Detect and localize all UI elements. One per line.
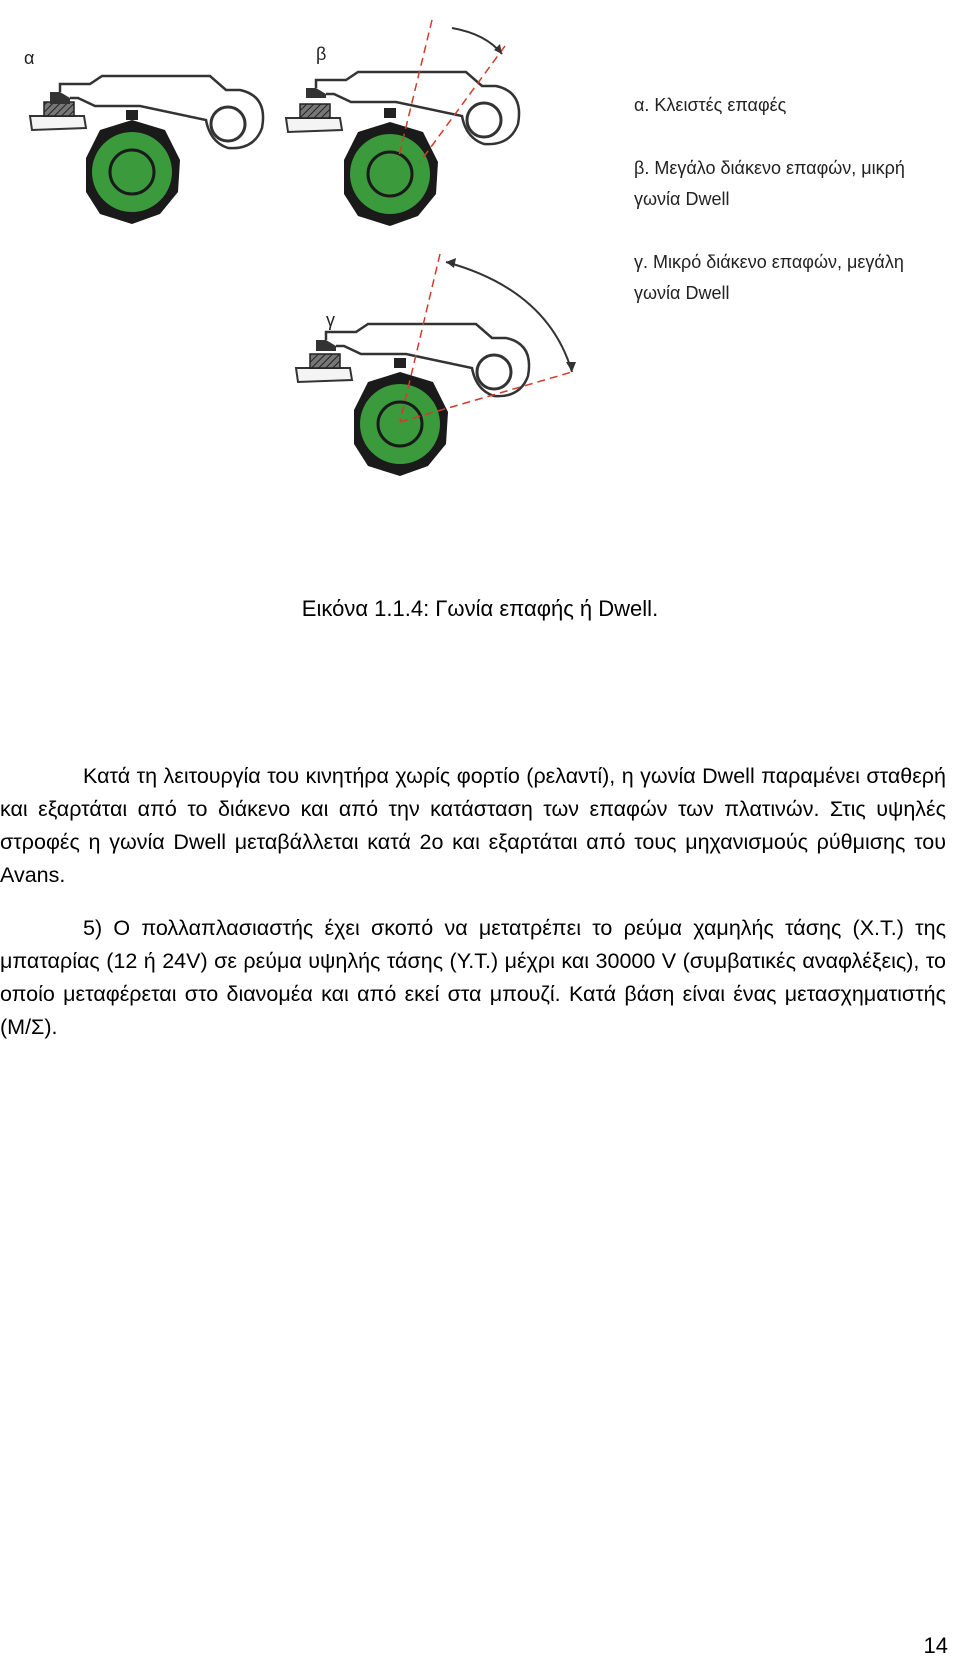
- fixed-contact: [310, 354, 340, 368]
- label-alpha: α: [24, 48, 35, 68]
- label-beta: β: [316, 44, 327, 64]
- legend-line: α. Κλειστές επαφές: [634, 95, 787, 115]
- arrow-head: [446, 258, 456, 268]
- paragraph: Κατά τη λειτουργία του κινητήρα χωρίς φορτίο (ρελαντί), η γωνία Dwell παραμένει σταθερή και εξαρτάται από το διάκενο και από την κατάσταση των επαφών των πλατινών. Στις υψηλές στροφές η γωνία Dwell μεταβάλλεται κατά 2ο και εξαρτάται από τους μηχανισμούς ρύθμισης του Avans.: [0, 764, 946, 887]
- contact-base: [286, 118, 342, 132]
- pivot-ring: [477, 355, 511, 389]
- body-text: [0, 760, 946, 1064]
- diagram-small-gap: [296, 254, 576, 476]
- contact-base: [30, 116, 86, 130]
- legend-line: β. Μεγάλο διάκενο επαφών, μικρή: [634, 158, 905, 178]
- legend-line: γ. Μικρό διάκενο επαφών, μεγάλη: [634, 252, 904, 272]
- legend-line: γωνία Dwell: [634, 283, 730, 303]
- diagram-closed-contacts: [30, 76, 263, 224]
- rubbing-block: [126, 110, 138, 120]
- pivot-ring: [467, 103, 501, 137]
- label-gamma: γ: [326, 310, 335, 330]
- pivot-ring: [211, 107, 245, 141]
- paragraph: 5) Ο πολλαπλασιαστής έχει σκοπό να μετατρέπει το ρεύμα χαμηλής τάσης (Χ.Τ.) της μπαταρίας (12 ή 24V) σε ρεύμα υψηλής τάσης (Υ.Τ.) μέχρι και 30000 V (συμβατικές αναφλέξεις), το οποίο μεταφέρεται στο διανομέα και από εκεί στα μπουζί. Κατά βάση είναι ένας μετασχηματιστής (Μ/Σ).: [0, 916, 946, 1039]
- rubbing-block: [384, 108, 396, 118]
- cam: [92, 132, 172, 212]
- contact-base: [296, 368, 352, 382]
- fixed-contact: [44, 102, 74, 116]
- cam: [350, 134, 430, 214]
- page-number: 14: [923, 1633, 948, 1658]
- fixed-contact: [300, 104, 330, 118]
- arrow-head: [494, 44, 502, 54]
- dwell-figure: [0, 0, 960, 500]
- rubbing-block: [394, 358, 406, 368]
- cam: [360, 384, 440, 464]
- figure-caption: Εικόνα 1.1.4: Γωνία επαφής ή Dwell.: [301, 596, 659, 621]
- legend-line: γωνία Dwell: [634, 189, 730, 209]
- figure-legend: [634, 90, 905, 309]
